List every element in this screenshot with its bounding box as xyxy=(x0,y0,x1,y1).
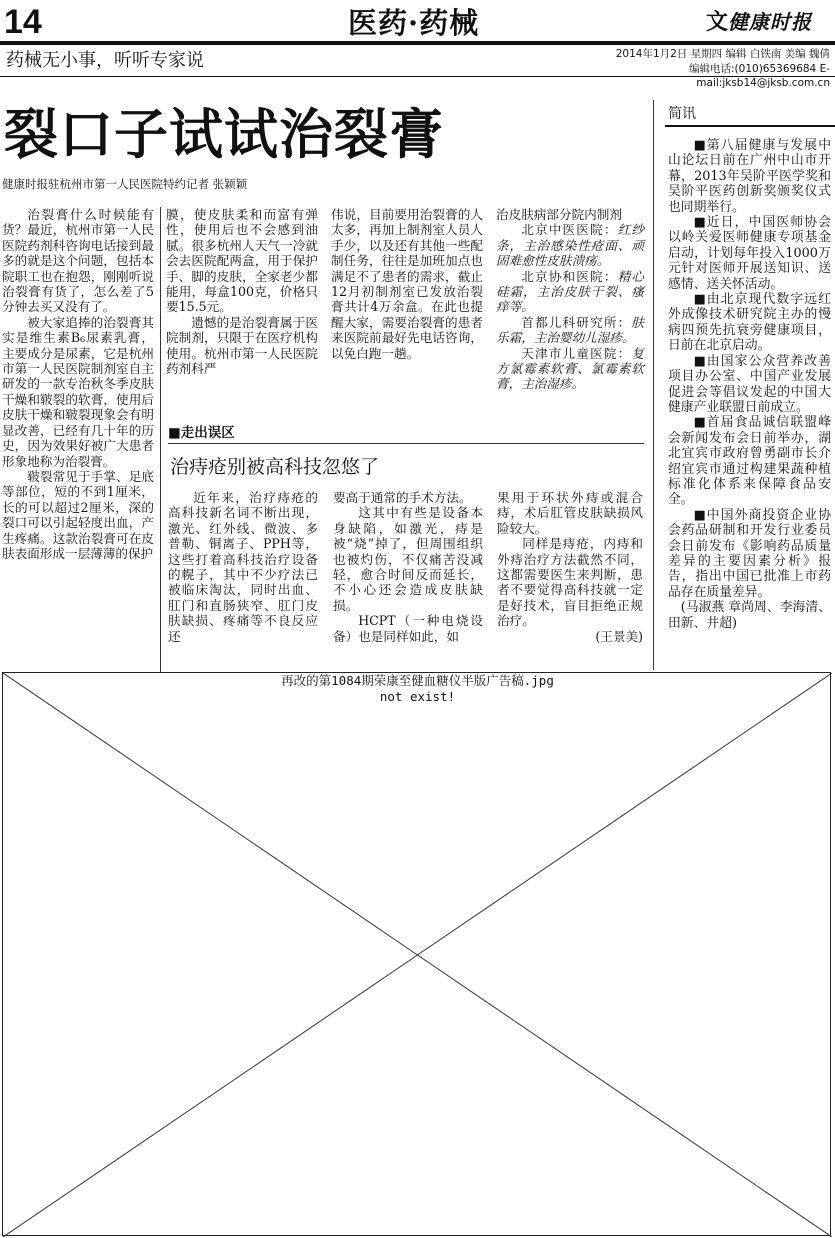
list-item-desc: 肤乐霜，主治婴幼儿湿疹。 xyxy=(496,314,644,346)
paragraph: 皲裂常见于手掌、足底等部位，短的不到1厘米，长的可以超过2厘米，深的裂口可以引起轻度出血，产生疼痛。这款治裂膏可在皮肤表面形成一层薄薄的保护 xyxy=(2,468,154,561)
sub-column-3 xyxy=(497,490,643,644)
article-byline: 健康时报驻杭州市第一人民医院特约记者 张颖颖 xyxy=(2,177,248,191)
missing-image-filename: 再改的第1084期荣康至健血糖仪半版广告稿.jpg xyxy=(281,673,554,688)
news-item: ■近日，中国医师协会以岭关爱医师健康专项基金启动，计划每年投入1000万元针对医师开展送知识、送感情、送关怀活动。 xyxy=(668,215,831,292)
contact-line: 编辑电话:(010)65369684 E-mail:jksb14@jksb.com.cn xyxy=(689,63,830,89)
list-item xyxy=(496,269,644,315)
paragraph: 近年来，治疗痔疮的高科技新名词不断出现，激光、红外线、微波、多普勒、铜离子、PPH等，这些打着高科技治疗设备的幌子，其中不少疗法已被临床淘汰，同时出血、肛门和直肠狭窄、肛门皮肤缺损、疼痛等不良反应还 xyxy=(168,490,318,644)
list-item-desc: 复方氯霉素软膏、氯霉素软膏，主治湿疹。 xyxy=(496,345,644,392)
paragraph: 膜，使皮肤柔和而富有弹性，使用后也不会感到油腻。很多杭州人天气一冷就会去医院配两盒，用于保护手、脚的皮肤，全家老少都能用，每盒100克，价格只要15.5元。 xyxy=(166,207,318,315)
news-item: ■首届食品诚信联盟峰会新闻发布会日前举办，湖北宜宾市政府曾勇副市长介绍宜宾市通过构建果蔬种植标准化体系来保障食品安全。 xyxy=(668,415,831,508)
page-number: 14 xyxy=(4,3,42,41)
list-item-desc: 精心硅霜，主治皮肤干裂、瘙痒等。 xyxy=(496,268,645,315)
paragraph: 要高于通常的手术方法。 xyxy=(333,490,472,505)
paragraph: 治裂膏什么时候能有货？最近，杭州市第一人民医院药剂科咨询电话接到最多的就是这个问题，包括本院职工也在抱怨，刚刚听说治裂膏有货了，怎么差了5分钟去买又没有了。 xyxy=(2,207,154,315)
broken-image-cross-icon xyxy=(3,673,832,1237)
paragraph: 果用于环状外痔或混合痔，术后肛管皮肤缺损风险较大。 xyxy=(497,490,643,536)
sub-column-2 xyxy=(333,490,483,644)
logo-text: 健康时报 xyxy=(728,10,812,34)
masthead-logo xyxy=(706,6,832,38)
list-item xyxy=(496,315,644,346)
sidebar-divider xyxy=(653,100,654,670)
paragraph: 遗憾的是治裂膏属于医院制剂，只限于在医疗机构使用。杭州市第一人民医院药剂科严 xyxy=(166,314,318,377)
sub-column-1 xyxy=(168,490,318,644)
list-item-org: 北京中医医院： xyxy=(521,222,618,238)
article-column-1 xyxy=(2,207,154,561)
missing-ad-image xyxy=(2,672,831,1236)
list-item-org: 天津市儿童医院： xyxy=(521,345,632,361)
column-divider xyxy=(160,207,161,672)
list-lead: 治皮肤病部分院内制剂 xyxy=(496,207,622,222)
news-item: ■由国家公众营养改善项目办公室、中国产业发展促进会等倡议发起的中国大健康产业联盟日前成立。 xyxy=(668,353,831,415)
logo-mark-icon: 文 xyxy=(706,9,729,35)
news-item: ■由北京现代数字远红外成像技术研究院主办的慢病四预先抗衰旁健康项目，日前在北京启动。 xyxy=(668,292,831,354)
header-rule xyxy=(0,41,835,45)
paragraph: 这其中有些是设备本身缺陷，如激光，痔是被“烧”掉了，但周围组织也被灼伤，不仅痛苦没减轻，愈合时间反而延长，不小心还会造成皮肤缺损。 xyxy=(333,505,483,613)
news-briefs xyxy=(668,138,831,631)
article-column-2 xyxy=(166,207,318,376)
list-item xyxy=(496,346,644,392)
column-slogan: 药械无小事，听听专家说 xyxy=(6,50,204,71)
paragraph: HCPT（一种电烧设备）也是同样如此，如 xyxy=(333,613,483,644)
news-credit: (马淑燕 章尚周、李海清、田新、井超) xyxy=(668,600,831,631)
paragraph: 同样是痔疮，内痔和外痔治疗方法截然不同，这都需要医生来判断，患者不要觉得高科技就一定是好技术，盲目拒绝正规治疗。 xyxy=(497,536,643,629)
list-item-org: 首都儿科研究所： xyxy=(521,314,632,330)
article-column-3 xyxy=(331,207,483,361)
news-item: ■第八届健康与发展中山论坛日前在广州中山市开幕，2013年吴阶平医学奖和吴阶平医药创新奖颁奖仪式也同期举行。 xyxy=(668,138,831,215)
paragraph: 被大家追捧的治裂膏其实是维生素B₆尿素乳膏，主要成分是尿素，它是杭州市第一人民医院制剂室自主研发的一款专治秋冬季皮肤干燥和皲裂的软膏，使用后皮肤干燥和皲裂现象会有明显改善，已经有几十年的历史，因为效果好被广大患者形象地称为治裂膏。 xyxy=(2,314,154,469)
section-rule xyxy=(168,443,644,444)
date-line: 2014年1月2日 星期四 编辑 白铁南 美编 魏倩 xyxy=(615,48,830,60)
sub-headline: 治痔疮别被高科技忽悠了 xyxy=(170,456,380,478)
sidebar-title: 简讯 xyxy=(668,106,696,122)
news-item: ■中国外商投资企业协会药品研制和开发行业委员会日前发布《影响药品质量差异的主要因素分析》报告，指出中国已批准上市药品存在质量差异。 xyxy=(668,507,831,600)
article-headline: 裂口子试试治裂膏 xyxy=(4,102,444,166)
header-rule-thin xyxy=(0,76,835,77)
preparations-list xyxy=(496,207,644,392)
paragraph: 伟说，目前要用治裂膏的人太多，再加上制剂室人员人手少，以及还有其他一些配制任务，往往是加班加点也满足不了患者的需求，截止12月初制剂室已发放治裂膏共计4万余盒。在此也提醒大家，需要治裂膏的患者来医院前最好先电话咨询，以免白跑一趟。 xyxy=(331,207,483,361)
missing-image-message xyxy=(3,673,832,705)
list-item xyxy=(496,222,644,268)
list-item-org: 北京协和医院： xyxy=(521,268,618,284)
sidebar-rule xyxy=(665,125,835,127)
author-credit: (王景美) xyxy=(595,628,643,644)
list-item-desc: 红纱条，主治感染性疮面、顽固难愈性皮肤溃疡。 xyxy=(496,222,645,269)
missing-image-status: not exist! xyxy=(379,689,456,704)
section-label: ■走出误区 xyxy=(168,425,235,441)
section-title: 医药·药械 xyxy=(348,6,480,40)
